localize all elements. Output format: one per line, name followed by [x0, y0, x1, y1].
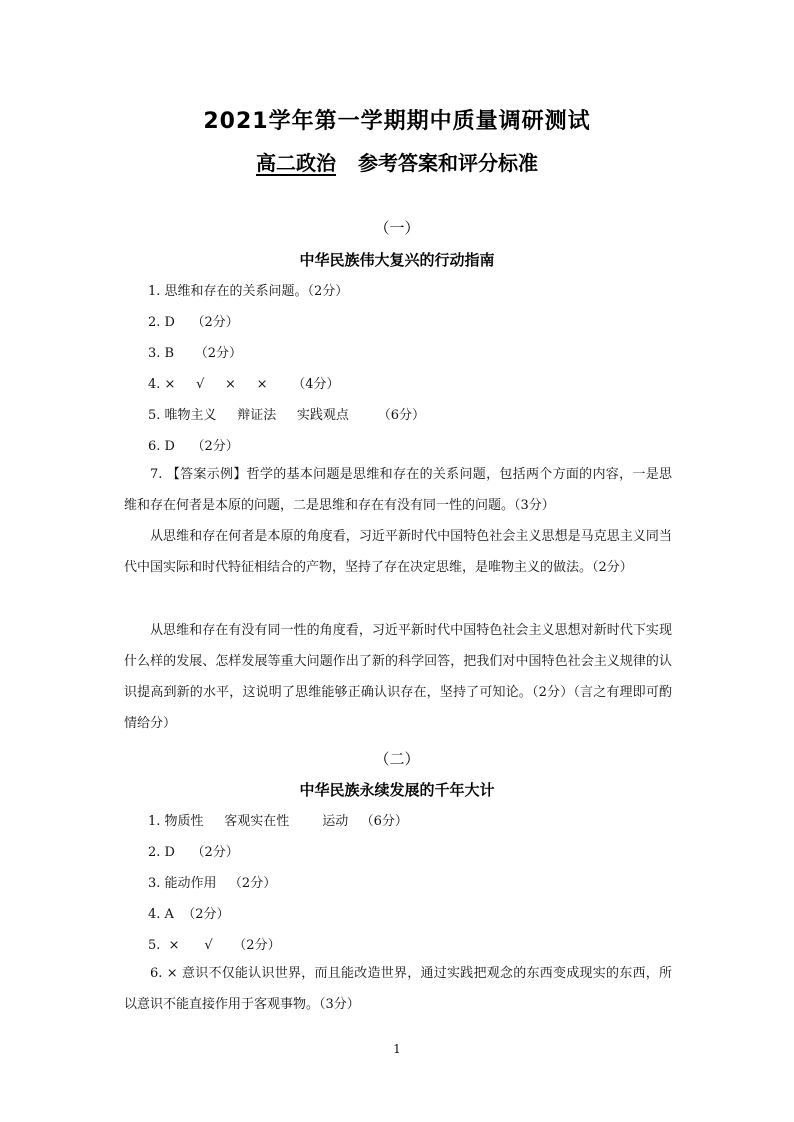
document-title: 2021学年第一学期期中质量调研测试 [203, 109, 591, 134]
answer-line: 2. D （2分） [148, 315, 239, 330]
answer-line: 4. A （2分） [148, 907, 230, 922]
subject-label: 高二政治 [256, 151, 336, 175]
section-1-heading: 中华民族伟大复兴的行动指南 [299, 251, 495, 269]
answer-line: 1. 思维和存在的关系问题。（2分） [148, 284, 349, 299]
answer-line: 2. D （2分） [148, 845, 239, 860]
answer-paragraph: 从思维和存在何者是本原的角度看，习近平新时代中国特色社会主义思想是马克思主义同当代中国实际和时代特征相结合的产物，坚持了存在决定思维，是唯物主义的做法。（2分） [124, 529, 672, 575]
section-2-heading: 中华民族永续发展的千年大计 [299, 781, 495, 799]
answer-paragraph: 6. × 意识不仅能认识世界，而且能改造世界，通过实践把观念的东西变成现实的东西，所以意识不能直接作用于客观事物。（3分） [124, 966, 672, 1012]
document-subtitle [0, 147, 794, 176]
answer-line: 4. × √ × × （4分） [148, 377, 340, 392]
subtitle-rest: 参考答案和评分标准 [358, 151, 538, 175]
answer-line: 1. 物质性 客观实在性 运动 （6分） [148, 814, 408, 829]
answer-paragraph: 从思维和存在有没有同一性的角度看，习近平新时代中国特色社会主义思想对新时代下实现什么样的发展、怎样发展等重大问题作出了新的科学回答，把我们对中国特色社会主义规律的认识提高到新的水平，这说明了思维能够正确认识存在，坚持了可知论。（2分）（言之有理即可酌情给分） [124, 623, 672, 731]
answer-line: 5. 唯物主义 辩证法 实践观点 （6分） [148, 408, 426, 423]
page-number: 1 [393, 1042, 401, 1056]
section-2-number: （二） [374, 750, 420, 768]
answer-line: 6. D （2分） [148, 439, 239, 454]
answer-paragraph: 7. 【答案示例】哲学的基本问题是思维和存在的关系问题，包括两个方面的内容，一是思维和存在何者是本原的问题，二是思维和存在有没有同一性的问题。（3分） [124, 467, 672, 513]
answer-line: 3. B （2分） [148, 346, 243, 361]
answer-line: 3. 能动作用 （2分） [148, 876, 277, 891]
answer-line: 5. × √ （2分） [148, 938, 281, 953]
section-1-number: （一） [374, 219, 420, 237]
